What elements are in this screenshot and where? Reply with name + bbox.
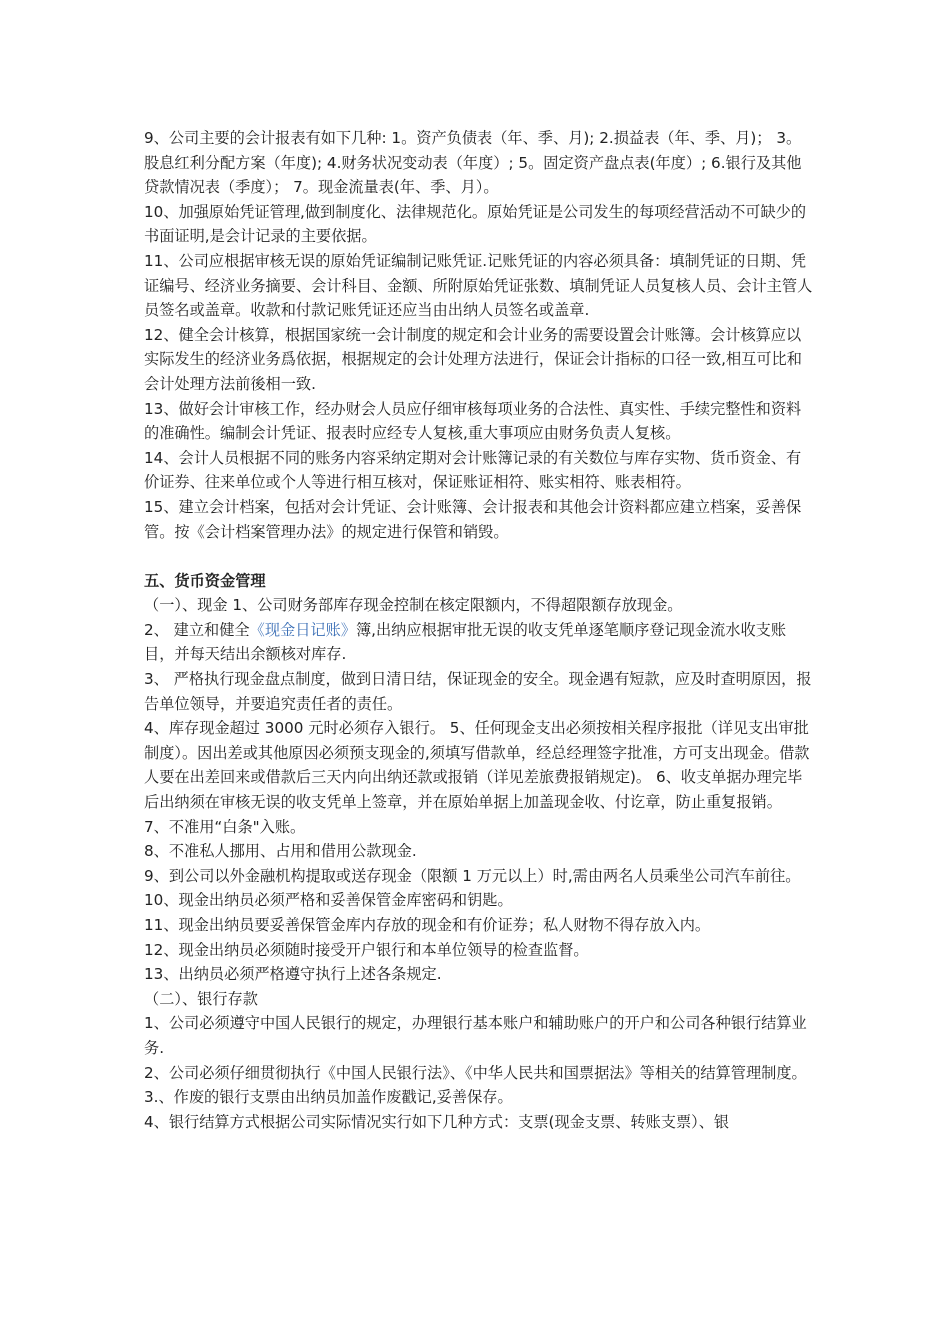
cash-item-13: 13、出纳员必须严格遵守执行上述各条规定.	[144, 965, 442, 984]
bank-item-2: 2、公司必须仔细贯彻执行《中国人民银行法》、《中华人民共和国票据法》等相关的结算管理制度。	[144, 1063, 807, 1082]
paragraph-13-audit: 13、做好会计审核工作，经办财会人员应仔细审核每项业务的合法性、真实性、手续完整性和资料的准确性。编制会计凭证、报表时应经专人复核,重大事项应由财务负责人复核。	[144, 399, 802, 443]
cash-item-4-6: 4、库存现金超过 3000 元时必须存入银行。 5、任何现金支出必须按相关程序报批（详见支出审批制度）。因出差或其他原因必须预支现金的,须填写借款单，经总经理签字批准，方可支出现金。借款人要在出差回来或借款后三天内向出纳还款或报销（详见差旅费报销规定)。 6、收支单据办理完毕后出纳须在审核无误的收支凭单上签章，并在原始单据上加盖现金收、付讫章，防止重复报销。	[144, 719, 810, 812]
cash-item-2-post: 簿,出纳应根据审批无误的收支凭单逐笔顺序登记现金流水收支账目，并每天结出余额核对库存.	[144, 620, 787, 664]
section-heading-cash-management: 五、货币资金管理	[144, 571, 266, 590]
cash-item-2	[144, 618, 816, 667]
paragraph-11-accounting-vouchers: 11、公司应根据审核无误的原始凭证编制记账凭证.记账凭证的内容必须具备：填制凭证的日期、凭证编号、经济业务摘要、会计科目、金额、所附原始凭证张数、填制凭证人员复核人员、会计主管人员签名或盖章。收款和付款记账凭证还应当由出纳人员签名或盖章.	[144, 251, 813, 320]
cash-item-8: 8、不准私人挪用、占用和借用公款现金.	[144, 842, 417, 861]
bank-item-4: 4、银行结算方式根据公司实际情况实行如下几种方式：支票(现金支票、转账支票）、银	[144, 1112, 730, 1131]
blank-line	[144, 544, 816, 569]
bank-item-3: 3.、作废的银行支票由出纳员加盖作废戳记,妥善保存。	[144, 1088, 513, 1107]
paragraph-15-archives: 15、建立会计档案，包括对会计凭证、会计账簿、会计报表和其他会计资料都应建立档案，妥善保管。按《会计档案管理办法》的规定进行保管和销毁。	[144, 497, 802, 541]
cash-item-3: 3、 严格执行现金盘点制度，做到日清日结，保证现金的安全。现金遇有短款，应及时查明原因，报告单位领导，并要追究责任者的责任。	[144, 670, 812, 713]
bank-item-1: 1、公司必须遵守中国人民银行的规定，办理银行基本账户和辅助账户的开户和公司各种银行结算业务.	[144, 1014, 807, 1057]
cash-item-10: 10、现金出纳员必须严格和妥善保管金库密码和钥匙。	[144, 891, 513, 910]
cash-item-2-pre: 2、 建立和健全	[144, 620, 250, 639]
paragraph-14-reconciliation: 14、会计人员根据不同的账务内容采纳定期对会计账簿记录的有关数位与库存实物、货币资金、有价证券、往来单位或个人等进行相互核对，保证账证相符、账实相符、账表相符。	[144, 448, 802, 492]
cash-item-1: （一）、现金 1、公司财务部库存现金控制在核定限额内，不得超限额存放现金。	[144, 596, 683, 615]
cash-journal-link[interactable]: 《现金日记账》	[249, 620, 356, 639]
subsection-bank-deposits: （二）、银行存款	[144, 989, 258, 1008]
cash-item-12: 12、现金出纳员必须随时接受开户银行和本单位领导的检查监督。	[144, 940, 589, 959]
document-page	[144, 126, 816, 1134]
paragraph-9-report-types: 9、公司主要的会计报表有如下几种: 1。资产负债表（年、季、月); 2.损益表（年、季、月)； 3。股息红利分配方案（年度); 4.财务状况变动表（年度）; 5。固定资产盘点表(年度）; 6.银行及其他贷款情况表（季度）； 7。现金流量表(年、季、月）。	[144, 129, 802, 197]
paragraph-12-accounting-books: 12、健全会计核算，根据国家统一会计制度的规定和会计业务的需要设置会计账簿。会计核算应以实际发生的经济业务爲依据，根据规定的会计处理方法进行，保证会计指标的口径一致,相互可比和会计处理方法前後相一致.	[144, 325, 802, 393]
paragraph-10-original-vouchers: 10、加强原始凭证管理,做到制度化、法律规范化。原始凭证是公司发生的每项经营活动不可缺少的书面证明,是会计记录的主要依据。	[144, 202, 807, 246]
cash-item-11: 11、现金出纳员要妥善保管金库内存放的现金和有价证券；私人财物不得存放入内。	[144, 916, 711, 934]
cash-item-9: 9、到公司以外金融机构提取或送存现金（限额 1 万元以上）时,需由两名人员乘坐公司汽车前往。	[144, 866, 801, 885]
cash-item-7: 7、不准用“白条"入账。	[144, 817, 306, 836]
